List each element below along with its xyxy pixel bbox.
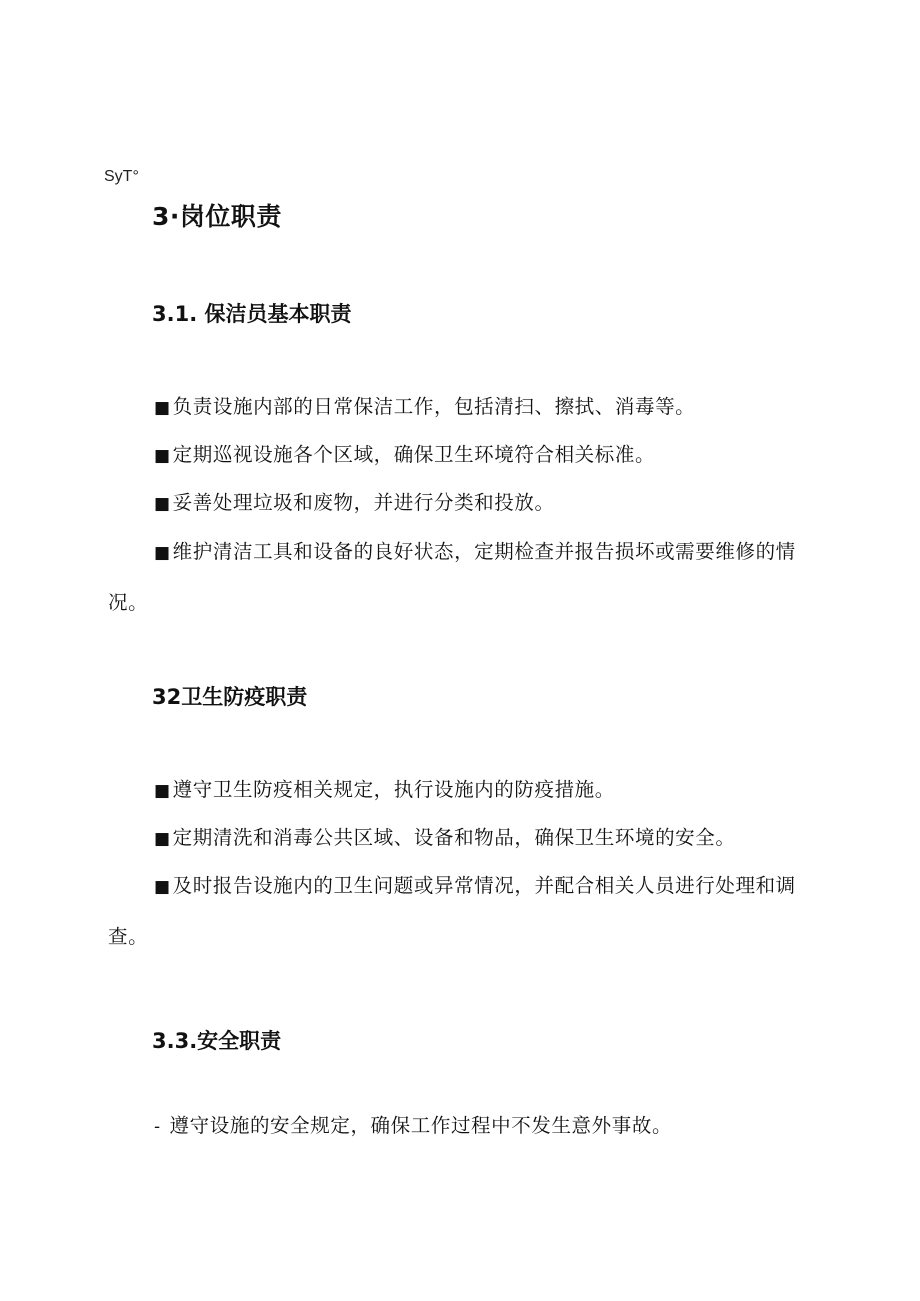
subsection-heading-3-1: 3.1. 保洁员基本职责 (152, 302, 352, 326)
list-item (108, 382, 808, 433)
square-bullet-icon: ■ (154, 494, 171, 514)
square-bullet-icon: ■ (154, 781, 171, 801)
list-item-text: 及时报告设施内的卫生问题或异常情况，并配合相关人员进行处理和调查。 (108, 874, 796, 948)
square-bullet-icon: ■ (154, 543, 171, 563)
list-item-text: 维护清洁工具和设备的良好状态，定期检查并报告损坏或需要维修的情况。 (108, 540, 796, 614)
section-heading: 3·岗位职责 (152, 202, 282, 231)
list-item (108, 1101, 808, 1152)
square-bullet-icon: ■ (154, 446, 171, 466)
list-item (108, 527, 808, 628)
stray-text: SyT° (104, 168, 139, 185)
list-item (108, 813, 808, 864)
list-item-text: 妥善处理垃圾和废物，并进行分类和投放。 (172, 491, 555, 514)
list-item (108, 478, 808, 529)
list-item-text: 遵守卫生防疫相关规定，执行设施内的防疫措施。 (172, 778, 615, 801)
list-item-text: 定期巡视设施各个区域，确保卫生环境符合相关标准。 (172, 443, 656, 466)
square-bullet-icon: ■ (154, 398, 171, 418)
list-item (108, 861, 808, 962)
list-item-text: 负责设施内部的日常保洁工作，包括清扫、擦拭、消毒等。 (172, 395, 696, 418)
subsection-heading-3-2: 32卫生防疫职责 (152, 685, 308, 709)
dash-bullet-icon: - (154, 1117, 161, 1137)
list-item (108, 430, 808, 481)
list-item-text: 定期清洗和消毒公共区域、设备和物品，确保卫生环境的安全。 (172, 826, 736, 849)
list-item-text: 遵守设施的安全规定，确保工作过程中不发生意外事故。 (169, 1114, 673, 1137)
square-bullet-icon: ■ (154, 829, 171, 849)
list-item (108, 765, 808, 816)
subsection-heading-3-3: 3.3.安全职责 (152, 1029, 282, 1053)
square-bullet-icon: ■ (154, 877, 171, 897)
